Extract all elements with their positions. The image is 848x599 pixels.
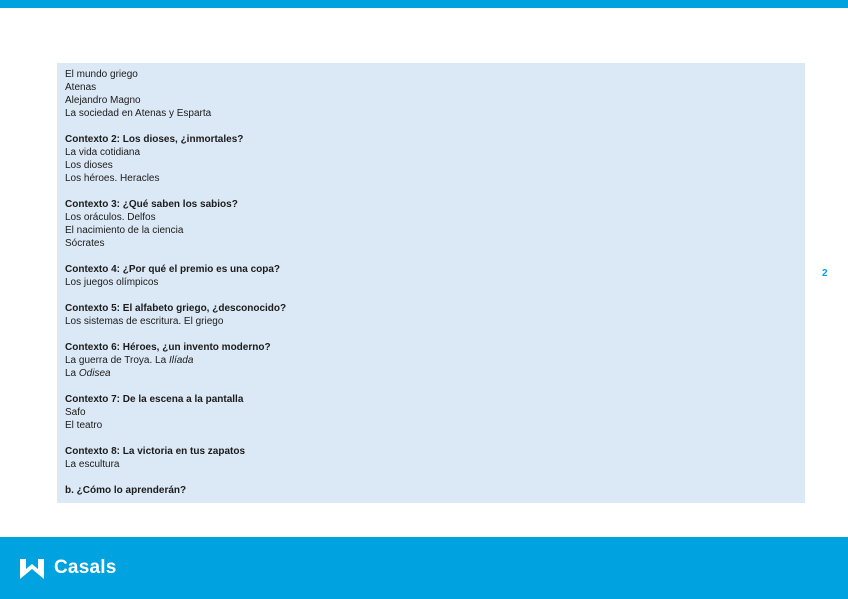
context-3-group xyxy=(65,198,797,250)
context-heading: Contexto 4: ¿Por qué el premio es una copa? xyxy=(65,264,281,275)
intro-line: La sociedad en Atenas y Esparta xyxy=(65,108,212,119)
context-item: La escultura xyxy=(65,459,120,470)
context-item: Los sistemas de escritura. El griego xyxy=(65,316,224,327)
context-6-group xyxy=(65,341,797,380)
context-item: Sócrates xyxy=(65,238,105,249)
context-heading: Contexto 3: ¿Qué saben los sabios? xyxy=(65,199,238,210)
footer-bar xyxy=(0,537,848,599)
context-2-group xyxy=(65,133,797,185)
context-item: La vida cotidiana xyxy=(65,147,141,158)
context-item: Los oráculos. Delfos xyxy=(65,212,156,223)
content-panel xyxy=(57,63,805,503)
brand-logo xyxy=(18,555,116,581)
context-item: Los héroes. Heracles xyxy=(65,173,160,184)
context-5-group xyxy=(65,302,797,328)
context-8-group xyxy=(65,445,797,471)
context-item xyxy=(65,354,797,367)
intro-group xyxy=(65,68,797,120)
brand-name: Casals xyxy=(54,557,117,578)
context-7-group xyxy=(65,393,797,432)
context-item: Los dioses xyxy=(65,160,113,171)
intro-line: Atenas xyxy=(65,82,97,93)
context-heading: Contexto 6: Héroes, ¿un invento moderno? xyxy=(65,342,271,353)
context-item-text: La xyxy=(65,368,79,379)
context-item: Safo xyxy=(65,407,86,418)
context-item xyxy=(65,367,797,380)
context-heading: Contexto 8: La victoria en tus zapatos xyxy=(65,446,246,457)
intro-line: Alejandro Magno xyxy=(65,95,141,106)
context-heading: Contexto 5: El alfabeto griego, ¿desconocido? xyxy=(65,303,287,314)
top-accent-bar xyxy=(0,0,848,8)
context-item-text: La guerra de Troya. La xyxy=(65,355,169,366)
book-title: Ilíada xyxy=(168,355,194,366)
context-item: Los juegos olímpicos xyxy=(65,277,159,288)
page-number: 2 xyxy=(822,268,828,279)
book-title: Odisea xyxy=(78,368,111,379)
intro-line: El mundo griego xyxy=(65,69,138,80)
context-item: El teatro xyxy=(65,420,103,431)
context-heading: Contexto 7: De la escena a la pantalla xyxy=(65,394,244,405)
context-heading: Contexto 2: Los dioses, ¿inmortales? xyxy=(65,134,244,145)
section-b-heading: b. ¿Cómo lo aprenderán? xyxy=(65,485,187,496)
context-item: El nacimiento de la ciencia xyxy=(65,225,184,236)
context-4-group xyxy=(65,263,797,289)
casals-logo-icon xyxy=(18,555,46,581)
